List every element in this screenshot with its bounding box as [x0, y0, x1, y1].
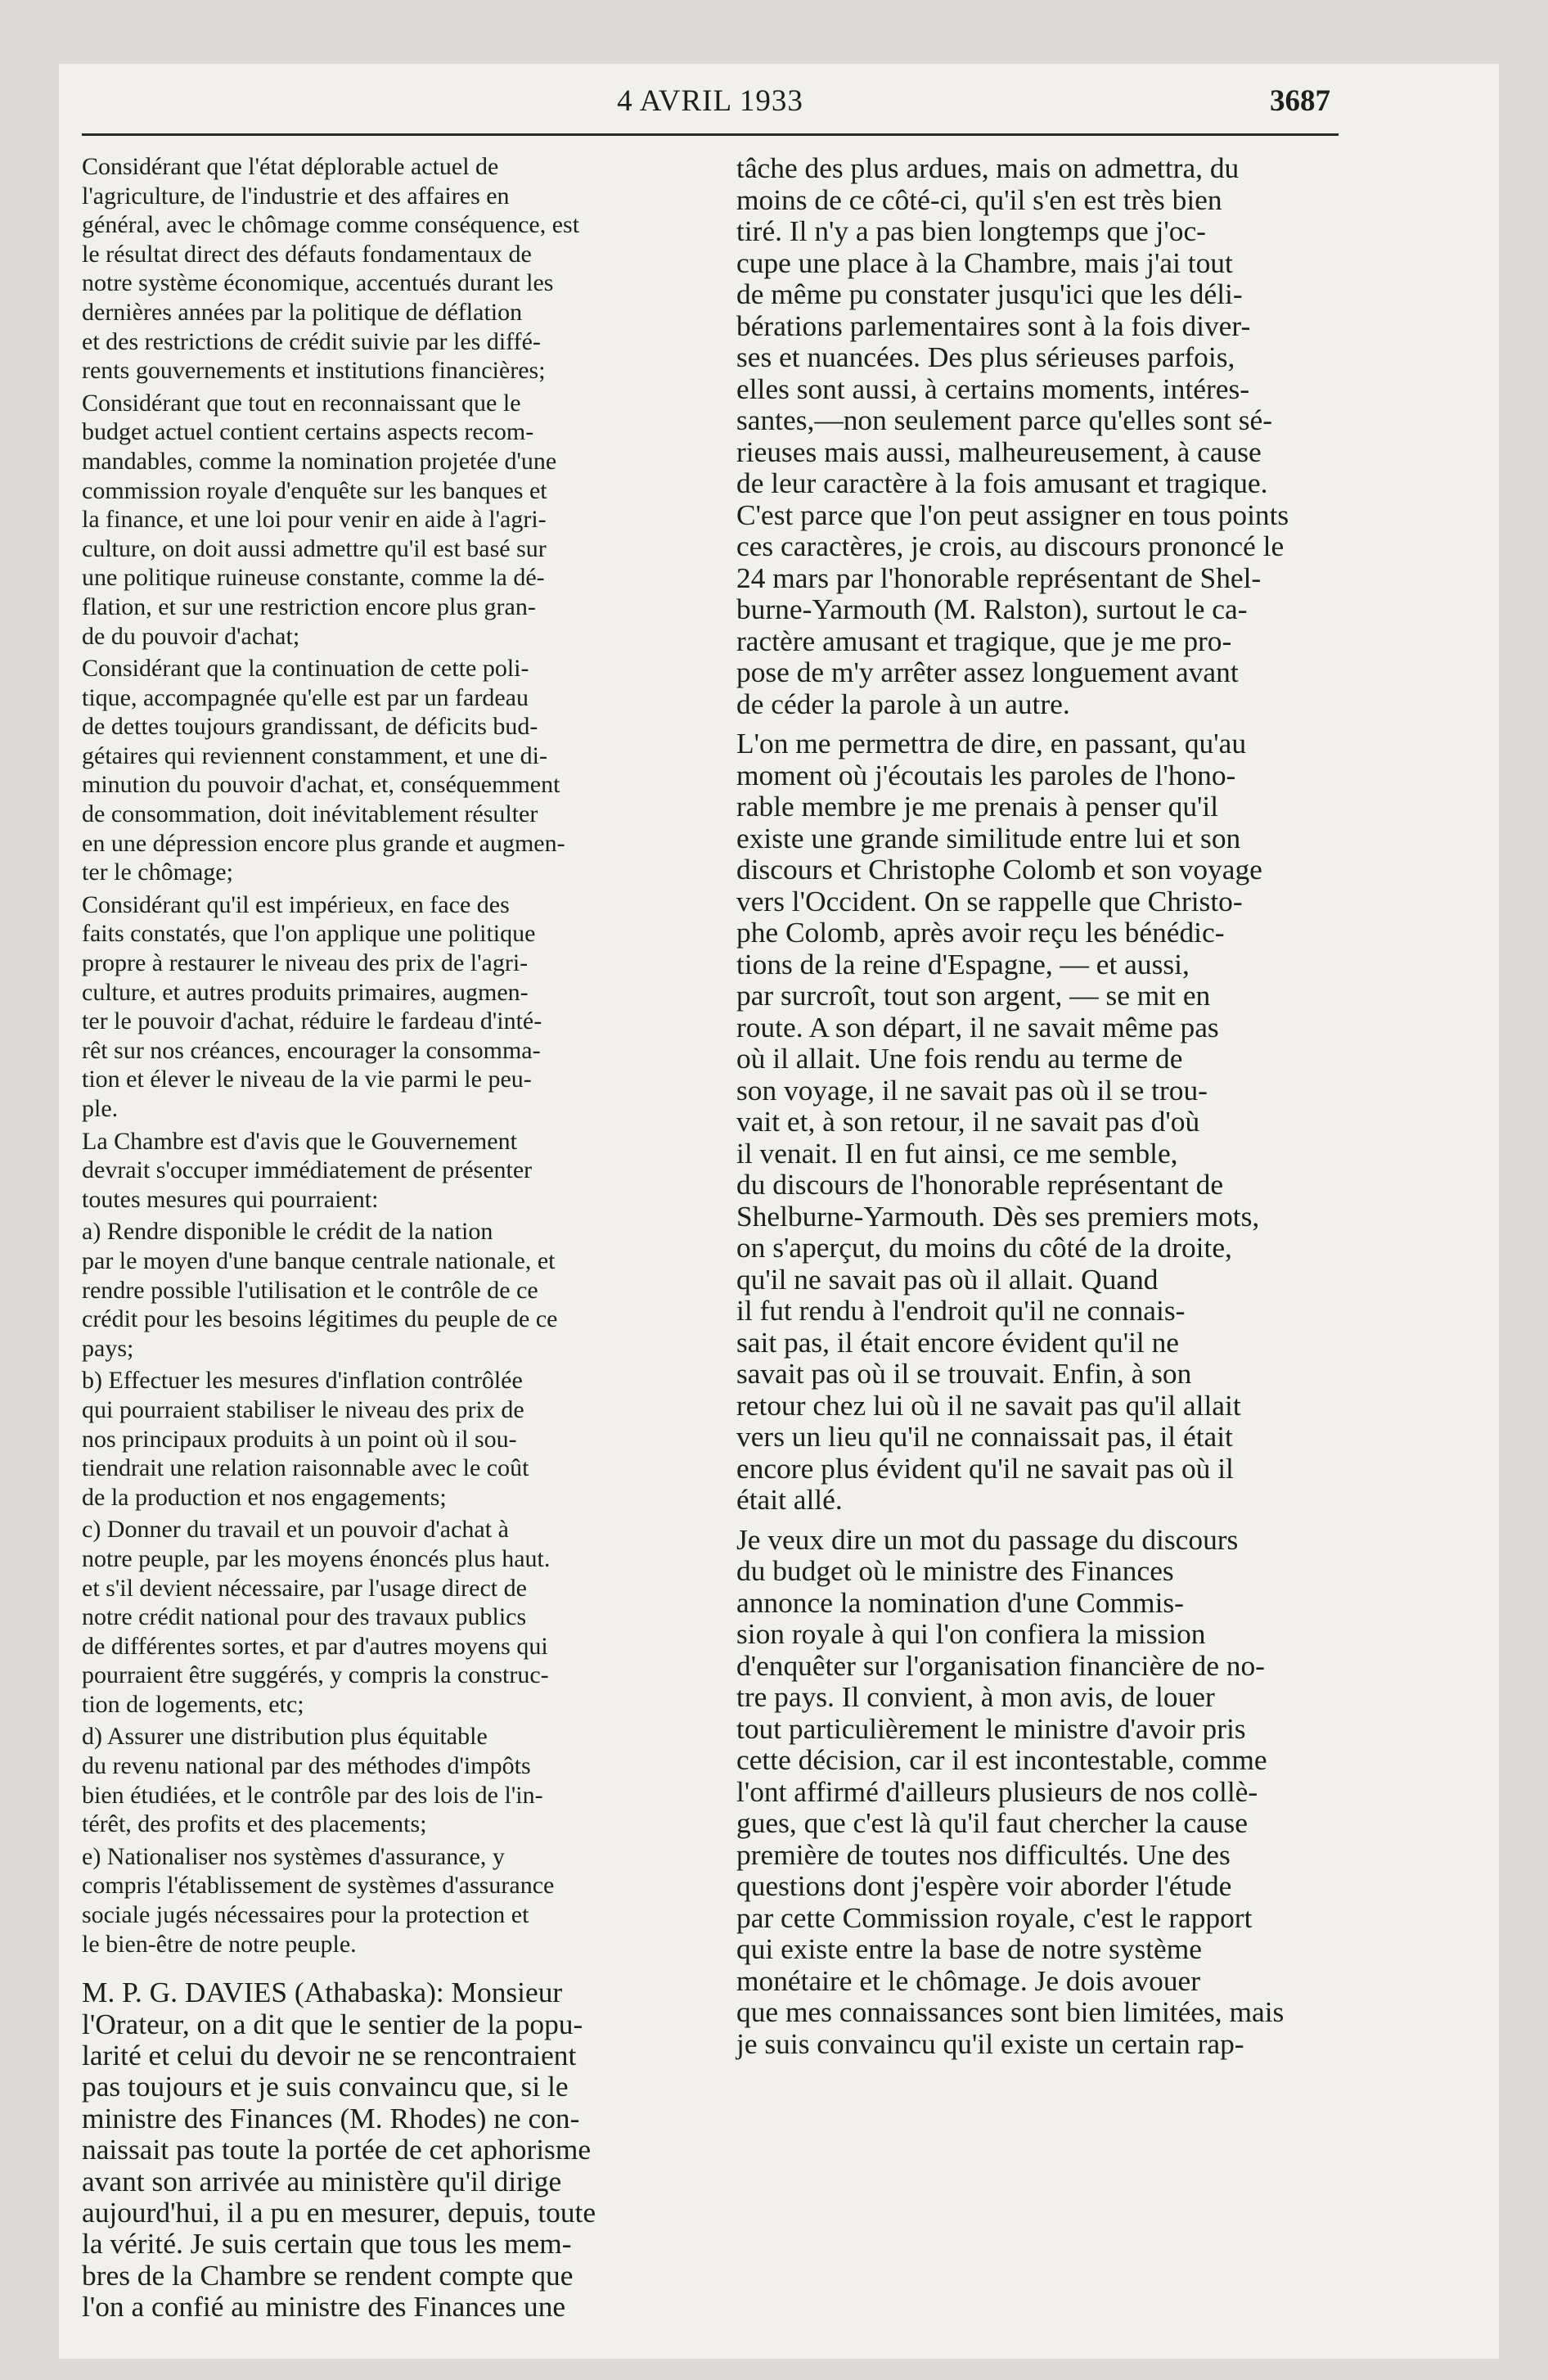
- speech-paragraph: [736, 152, 1343, 719]
- text-line: vait et, à son retour, il ne savait pas d'où: [736, 1105, 1200, 1138]
- text-line: ple.: [82, 1095, 119, 1122]
- text-line: b) Effectuer les mesures d'inflation contrôlée: [82, 1367, 523, 1395]
- motion-paragraph: [82, 1366, 712, 1512]
- text-line: mandables, comme la nomination projetée d'une: [82, 447, 557, 475]
- text-line: ractère amusant et tragique, que je me pro-: [736, 624, 1232, 657]
- page-number: 3687: [1270, 84, 1330, 118]
- text-line: tion de logements, etc;: [82, 1690, 304, 1718]
- text-line: Considérant qu'il est impérieux, en face des: [82, 890, 510, 918]
- text-line: du discours de l'honorable représentant de: [736, 1168, 1224, 1201]
- text-line: par surcroît, tout son argent, — se mit en: [736, 979, 1211, 1012]
- text-line: rieuses mais aussi, malheureusement, à cause: [736, 435, 1262, 468]
- text-line: rable membre je me prenais à penser qu'il: [736, 790, 1219, 823]
- text-line: retour chez lui où il ne savait pas qu'il allait: [736, 1388, 1241, 1422]
- motion-paragraph: [82, 654, 712, 887]
- motion-paragraph: [82, 1515, 712, 1719]
- text-line: et s'il devient nécessaire, par l'usage direct de: [82, 1574, 527, 1602]
- text-line: tâche des plus ardues, mais on admettra, du: [736, 151, 1240, 184]
- text-line: il venait. Il en fut ainsi, ce me semble,: [736, 1136, 1178, 1170]
- text-line: toutes mesures qui pourraient:: [82, 1185, 379, 1213]
- text-line: qui pourraient stabiliser le niveau des prix de: [82, 1395, 524, 1423]
- text-line: commission royale d'enquête sur les banques et: [82, 476, 547, 504]
- text-line: compris l'établissement de systèmes d'assurance: [82, 1872, 555, 1900]
- text-line: Considérant que l'état déplorable actuel de: [82, 153, 499, 180]
- text-line: bérations parlementaires sont à la fois diver-: [736, 309, 1251, 342]
- text-line: de du pouvoir d'achat;: [82, 622, 300, 650]
- text-line: c) Donner du travail et un pouvoir d'achat à: [82, 1516, 509, 1544]
- text-line: sion royale à qui l'on confiera la mission: [736, 1617, 1206, 1650]
- text-line: de même pu constater jusqu'ici que les déli-: [736, 277, 1243, 310]
- text-line: tout particulièrement le ministre d'avoir pris: [736, 1711, 1246, 1745]
- text-line: l'ont affirmé d'ailleurs plusieurs de nos collè-: [736, 1774, 1258, 1808]
- text-line: encore plus évident qu'il ne savait pas où il: [736, 1451, 1234, 1485]
- text-line: Je veux dire un mot du passage du discours: [736, 1522, 1239, 1556]
- text-line: tiendrait une relation raisonnable avec le coût: [82, 1454, 529, 1482]
- davies-speech-start: [82, 1977, 712, 2322]
- text-line: du budget où le ministre des Finances: [736, 1554, 1174, 1587]
- text-line: de leur caractère à la fois amusant et tragique.: [736, 467, 1268, 499]
- text-line: La Chambre est d'avis que le Gouvernement: [82, 1127, 517, 1155]
- text-line: où il allait. Une fois rendu au terme de: [736, 1042, 1183, 1075]
- text-line: santes,—non seulement parce qu'elles sont sé-: [736, 403, 1273, 436]
- header-rule: [82, 133, 1339, 136]
- text-line: vers un lieu qu'il ne connaissait pas, il était: [736, 1420, 1233, 1453]
- motion-paragraph: [82, 1127, 712, 1215]
- text-line: annonce la nomination d'une Commis-: [736, 1585, 1184, 1619]
- motion-text: [82, 152, 712, 1959]
- text-line: crédit pour les besoins légitimes du peuple de ce: [82, 1305, 558, 1333]
- text-line: tre pays. Il convient, à mon avis, de louer: [736, 1680, 1215, 1713]
- text-line: de consommation, doit inévitablement résulter: [82, 800, 538, 828]
- text-line: d) Assurer une distribution plus équitable: [82, 1723, 488, 1751]
- text-line: M. P. G. DAVIES (Athabaska): Monsieur: [82, 1976, 563, 2009]
- text-line: tion et élever le niveau de la vie parmi le peu-: [82, 1066, 532, 1093]
- text-line: rêt sur nos créances, encourager la consomma-: [82, 1036, 541, 1064]
- text-line: qu'il ne savait pas où il allait. Quand: [736, 1262, 1159, 1296]
- text-line: sociale jugés nécessaires pour la protection et: [82, 1901, 529, 1929]
- text-line: d'enquêter sur l'organisation financière de no-: [736, 1648, 1265, 1682]
- text-line: je suis convaincu qu'il existe un certain rap-: [736, 2026, 1244, 2060]
- text-line: on s'aperçut, du moins du côté de la droite,: [736, 1231, 1232, 1264]
- text-line: C'est parce que l'on peut assigner en tous points: [736, 498, 1289, 531]
- text-line: culture, on doit aussi admettre qu'il est basé sur: [82, 534, 547, 562]
- text-line: l'Orateur, on a dit que le sentier de la popu-: [82, 2007, 583, 2040]
- text-line: discours et Christophe Colomb et son voyage: [736, 853, 1262, 886]
- text-line: Shelburne-Yarmouth. Dès ses premiers mots,: [736, 1199, 1260, 1233]
- text-line: avant son arrivée au ministère qu'il dirige: [82, 2164, 562, 2197]
- text-line: e) Nationaliser nos systèmes d'assurance, y: [82, 1842, 505, 1870]
- text-line: questions dont j'espère voir aborder l'étude: [736, 1869, 1232, 1902]
- text-line: général, avec le chômage comme conséquence, est: [82, 211, 580, 239]
- text-line: était allé.: [736, 1483, 843, 1516]
- text-line: par le moyen d'une banque centrale nationale, et: [82, 1246, 556, 1274]
- text-line: une politique ruineuse constante, comme la dé-: [82, 564, 545, 592]
- text-line: dernières années par la politique de déflation: [82, 298, 523, 326]
- text-line: L'on me permettra de dire, en passant, qu'au: [736, 727, 1247, 760]
- text-line: larité et celui du devoir ne se rencontraient: [82, 2039, 577, 2072]
- text-line: rents gouvernements et institutions financières;: [82, 357, 546, 385]
- text-line: de différentes sortes, et par d'autres moyens qui: [82, 1632, 548, 1660]
- text-line: ses et nuancées. Des plus sérieuses parfois,: [736, 340, 1235, 373]
- motion-paragraph: [82, 152, 712, 385]
- text-line: de céder la parole à un autre.: [736, 687, 1070, 720]
- text-line: tique, accompagnée qu'elle est par un fardeau: [82, 683, 529, 711]
- text-line: vers l'Occident. On se rappelle que Christo-: [736, 884, 1243, 917]
- text-line: budget actuel contient certains aspects recom-: [82, 418, 534, 446]
- text-line: existe une grande similitude entre lui et son: [736, 821, 1241, 854]
- text-line: pas toujours et je suis convaincu que, si le: [82, 2070, 569, 2103]
- speech-paragraph: [736, 1524, 1343, 2060]
- text-line: pose de m'y arrêter assez longuement avant: [736, 656, 1239, 688]
- motion-paragraph: [82, 1842, 712, 1959]
- text-line: première de toutes nos difficultés. Une des: [736, 1837, 1231, 1871]
- text-line: moment où j'écoutais les paroles de l'hono-: [736, 758, 1236, 791]
- text-line: minution du pouvoir d'achat, et, conséquemment: [82, 771, 560, 799]
- text-line: gétaires qui reviennent constamment, et une di-: [82, 741, 547, 769]
- text-line: aujourd'hui, il a pu en mesurer, depuis, toute: [82, 2196, 596, 2229]
- text-line: 24 mars par l'honorable représentant de Shel-: [736, 561, 1262, 594]
- text-line: propre à restaurer le niveau des prix de l'agri-: [82, 949, 529, 977]
- text-line: route. A son départ, il ne savait même pas: [736, 1010, 1219, 1044]
- motion-paragraph: [82, 1217, 712, 1363]
- text-line: pays;: [82, 1334, 134, 1362]
- text-line: tions de la reine d'Espagne, — et aussi,: [736, 947, 1190, 980]
- right-column: [736, 152, 1343, 2059]
- text-line: a) Rendre disponible le crédit de la nation: [82, 1218, 493, 1246]
- text-line: culture, et autres produits primaires, augmen-: [82, 978, 529, 1006]
- text-line: gues, que c'est là qu'il faut chercher la cause: [736, 1806, 1248, 1839]
- text-line: son voyage, il ne savait pas où il se trou-: [736, 1073, 1208, 1107]
- text-line: ter le chômage;: [82, 859, 233, 886]
- text-line: nos principaux produits à un point où il sou-: [82, 1425, 517, 1453]
- text-line: monétaire et le chômage. Je dois avouer: [736, 1963, 1201, 1997]
- text-line: par cette Commission royale, c'est le rapport: [736, 1900, 1253, 1934]
- text-line: du revenu national par des méthodes d'impôts: [82, 1752, 531, 1780]
- speech-paragraph: [736, 728, 1343, 1516]
- text-line: pourraient être suggérés, y compris la construc-: [82, 1661, 549, 1689]
- text-line: devrait s'occuper immédiatement de présenter: [82, 1156, 533, 1184]
- text-line: térêt, des profits et des placements;: [82, 1810, 427, 1838]
- motion-paragraph: [82, 1722, 712, 1838]
- text-line: rendre possible l'utilisation et le contrôle de ce: [82, 1276, 538, 1304]
- text-line: en une dépression encore plus grande et augmen-: [82, 829, 565, 857]
- text-line: naissait pas toute la portée de cet aphorisme: [82, 2133, 592, 2166]
- text-line: cette décision, car il est incontestable, comme: [736, 1743, 1267, 1776]
- text-line: le résultat direct des défauts fondamentaux de: [82, 240, 532, 268]
- page-header: [82, 83, 1339, 133]
- text-line: la vérité. Je suis certain que tous les mem-: [82, 2227, 572, 2261]
- text-line: elles sont aussi, à certains moments, intéres-: [736, 372, 1250, 405]
- text-line: de dettes toujours grandissant, de déficits bud-: [82, 713, 538, 741]
- text-line: flation, et sur une restriction encore plus gran-: [82, 593, 536, 620]
- motion-paragraph: [82, 890, 712, 1124]
- text-line: et des restrictions de crédit suivie par les diffé-: [82, 327, 541, 355]
- text-line: cupe une place à la Chambre, mais j'ai tout: [736, 246, 1233, 279]
- text-line: tiré. Il n'y a pas bien longtemps que j'oc-: [736, 214, 1206, 247]
- text-line: sait pas, il était encore évident qu'il ne: [736, 1325, 1179, 1359]
- text-line: Considérant que la continuation de cette poli-: [82, 655, 529, 683]
- text-line: notre crédit national pour des travaux publics: [82, 1603, 527, 1631]
- text-line: de la production et nos engagements;: [82, 1483, 447, 1511]
- text-line: ministre des Finances (M. Rhodes) ne con-: [82, 2101, 580, 2134]
- text-line: notre système économique, accentués durant les: [82, 269, 554, 297]
- text-line: que mes connaissances sont bien limitées, mais: [736, 1995, 1285, 2028]
- text-line: phe Colomb, après avoir reçu les bénédic-: [736, 916, 1225, 949]
- motion-paragraph: [82, 389, 712, 651]
- text-line: ces caractères, je crois, au discours prononcé le: [736, 530, 1285, 562]
- text-line: ter le pouvoir d'achat, réduire le fardeau d'inté-: [82, 1007, 542, 1035]
- text-line: il fut rendu à l'endroit qu'il ne connais-: [736, 1294, 1186, 1327]
- text-line: bien étudiées, et le contrôle par des lois de l'in-: [82, 1781, 543, 1809]
- page-date: 4 AVRIL 1933: [617, 84, 803, 118]
- text-line: le bien-être de notre peuple.: [82, 1930, 357, 1958]
- text-line: l'on a confié au ministre des Finances une: [82, 2290, 566, 2324]
- text-line: savait pas où il se trouvait. Enfin, à son: [736, 1357, 1192, 1390]
- text-line: faits constatés, que l'on applique une politique: [82, 920, 536, 948]
- text-line: notre peuple, par les moyens énoncés plus haut.: [82, 1544, 551, 1572]
- text-line: la finance, et une loi pour venir en aide à l'agri-: [82, 506, 547, 534]
- text-line: l'agriculture, de l'industrie et des affaires en: [82, 182, 510, 210]
- text-line: burne-Yarmouth (M. Ralston), surtout le ca-: [736, 593, 1248, 625]
- text-line: Considérant que tout en reconnaissant que le: [82, 389, 521, 417]
- left-column: [82, 152, 712, 2323]
- text-line: qui existe entre la base de notre système: [736, 1932, 1202, 1965]
- text-line: moins de ce côté-ci, qu'il s'en est très bien: [736, 183, 1222, 216]
- text-line: bres de la Chambre se rendent compte que: [82, 2258, 574, 2292]
